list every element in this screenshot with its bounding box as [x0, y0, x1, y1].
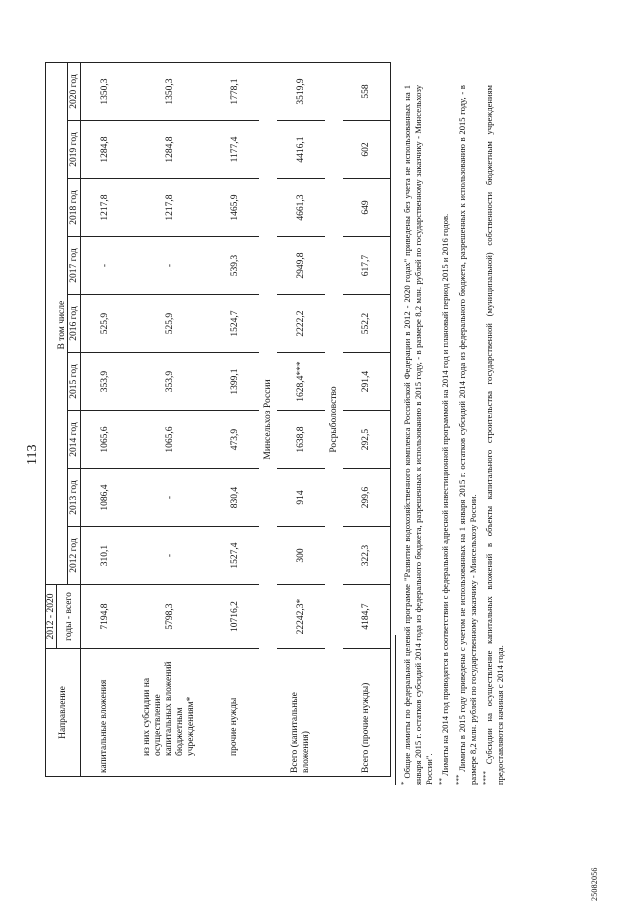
- table-row: [129, 63, 211, 777]
- cell: 1524,7: [211, 295, 259, 353]
- cell: 1527,4: [211, 527, 259, 585]
- table-row: [211, 63, 259, 777]
- header-year: 2018 год: [68, 179, 81, 237]
- footnote-1: [399, 85, 435, 785]
- cell: 1628,4***: [277, 353, 325, 411]
- cell: 1177,4: [211, 121, 259, 179]
- header-direction: Направление: [46, 649, 81, 777]
- cell-total: 22242,3*: [277, 585, 325, 649]
- cell: 1350,3: [129, 63, 211, 121]
- cell: 1284,8: [81, 121, 129, 179]
- cell: 353,9: [81, 353, 129, 411]
- cell: 1065,6: [81, 411, 129, 469]
- footnote-3: [454, 85, 479, 785]
- cell: 602: [343, 121, 391, 179]
- footnote-text: Лимиты на 2014 год приводятся в соответствии с федеральной адресной инвестиционной программой на 2014 год и плановый период 2015 и 2016 годов.: [440, 213, 451, 776]
- cell: 2222,2: [277, 295, 325, 353]
- header-year: 2013 год: [68, 469, 81, 527]
- header-year: 2015 год: [68, 353, 81, 411]
- cell: 914: [277, 469, 325, 527]
- section-row: [325, 63, 343, 777]
- header-incl: В том числе: [57, 63, 68, 353]
- cell: -: [129, 237, 211, 295]
- header-spacer: [57, 353, 68, 585]
- cell: 1465,9: [211, 179, 259, 237]
- cell: 2949,8: [277, 237, 325, 295]
- cell: 292,5: [343, 411, 391, 469]
- cell: 1350,3: [81, 63, 129, 121]
- cell-total: 10716,2: [211, 585, 259, 649]
- row-label: прочие нужды: [211, 649, 259, 777]
- cell: 353,9: [129, 353, 211, 411]
- header-year: 2016 год: [68, 295, 81, 353]
- footnote-mark: ****: [481, 771, 490, 785]
- cell: -: [129, 527, 211, 585]
- cell: 1778,1: [211, 63, 259, 121]
- footnote-text: Общие лимиты по федеральной целевой программе "Развитие водохозяйственного комплекса Российской Федерации в 2012 - 2020 годах" приведены без учета не использованных на 1 января 2015 г. остатков субсидий 2014 года из федерального бюджета, разрешенных к использованию в 2015 году, - в размере 8,2 млн. рублей по государственному заказчику - Минсельхозу России".: [401, 85, 435, 785]
- cell: 1217,8: [129, 179, 211, 237]
- section-title-rosrybolovstvo: Росрыболовство: [325, 63, 343, 777]
- cell: 473,9: [211, 411, 259, 469]
- cell: 4661,3: [277, 179, 325, 237]
- cell: 617,7: [343, 237, 391, 295]
- row-label: из них субсидии на осуществление капитальных вложений бюджетным учреждениям*: [129, 649, 211, 777]
- cell: 649: [343, 179, 391, 237]
- cell: 1086,4: [81, 469, 129, 527]
- footnote-mark: **: [438, 778, 447, 785]
- budget-table: [45, 62, 391, 777]
- header-year: 2017 год: [68, 237, 81, 295]
- cell: 525,9: [129, 295, 211, 353]
- cell: 4416,1: [277, 121, 325, 179]
- cell-total: 4184,7: [343, 585, 391, 649]
- cell: 291,4: [343, 353, 391, 411]
- table-row: [277, 63, 325, 777]
- cell: 558: [343, 63, 391, 121]
- cell: -: [81, 237, 129, 295]
- cell: 525,9: [81, 295, 129, 353]
- cell: 539,3: [211, 237, 259, 295]
- footnote-mark: ***: [454, 774, 463, 785]
- cell: 322,3: [343, 527, 391, 585]
- cell: 1217,8: [81, 179, 129, 237]
- header-period: 2012 - 2020: [46, 585, 57, 649]
- cell: 310,1: [81, 527, 129, 585]
- cell: 552,2: [343, 295, 391, 353]
- footnote-4: [481, 85, 506, 785]
- cell: 1399,1: [211, 353, 259, 411]
- header-year: 2012 год: [68, 527, 81, 585]
- footnote-text: Лимиты в 2015 году приведены с учетом не использованных на 1 января 2015 г. остатков субсидий 2014 года из федерального бюджета, разрешенных к использованию в 2015 году, - в размере 8,2 млн. рублей по государственному заказчику - Минсельхозу России.: [456, 85, 478, 785]
- footnotes: [395, 85, 508, 785]
- cell-total: 7194,8: [81, 585, 129, 649]
- cell: 3519,9: [277, 63, 325, 121]
- page-number: 113: [25, 444, 40, 465]
- table-row: [81, 63, 129, 777]
- header-incl-blank: [46, 63, 57, 585]
- cell: 299,6: [343, 469, 391, 527]
- cell: 1638,8: [277, 411, 325, 469]
- row-label: Всего (капитальные вложения): [277, 649, 325, 777]
- footnote-2: [437, 85, 451, 785]
- footnote-text: Субсидии на осуществление капитальных вложений в объекты капитального строительства государственной (муниципальной) собственности бюджетным учреждениям предоставляются начиная с 2014 года.: [483, 85, 505, 785]
- header-period-total: годы - всего: [57, 585, 81, 649]
- header-year: 2014 год: [68, 411, 81, 469]
- header-year: 2020 год: [68, 63, 81, 121]
- table-row: [343, 63, 391, 777]
- header-year: 2019 год: [68, 121, 81, 179]
- document-code: 25082056: [590, 867, 599, 901]
- footnote-mark: *: [400, 781, 408, 785]
- row-label: капитальные вложения: [81, 649, 129, 777]
- cell: 300: [277, 527, 325, 585]
- section-row: [259, 63, 277, 777]
- row-label: Всего (прочие нужды): [343, 649, 391, 777]
- cell: 1065,6: [129, 411, 211, 469]
- footnote-rule: [395, 635, 396, 785]
- cell-total: 5798,3: [129, 585, 211, 649]
- cell: -: [129, 469, 211, 527]
- cell: 830,4: [211, 469, 259, 527]
- cell: 1284,8: [129, 121, 211, 179]
- section-title-minselhoz: Минсельхоз России: [259, 63, 277, 777]
